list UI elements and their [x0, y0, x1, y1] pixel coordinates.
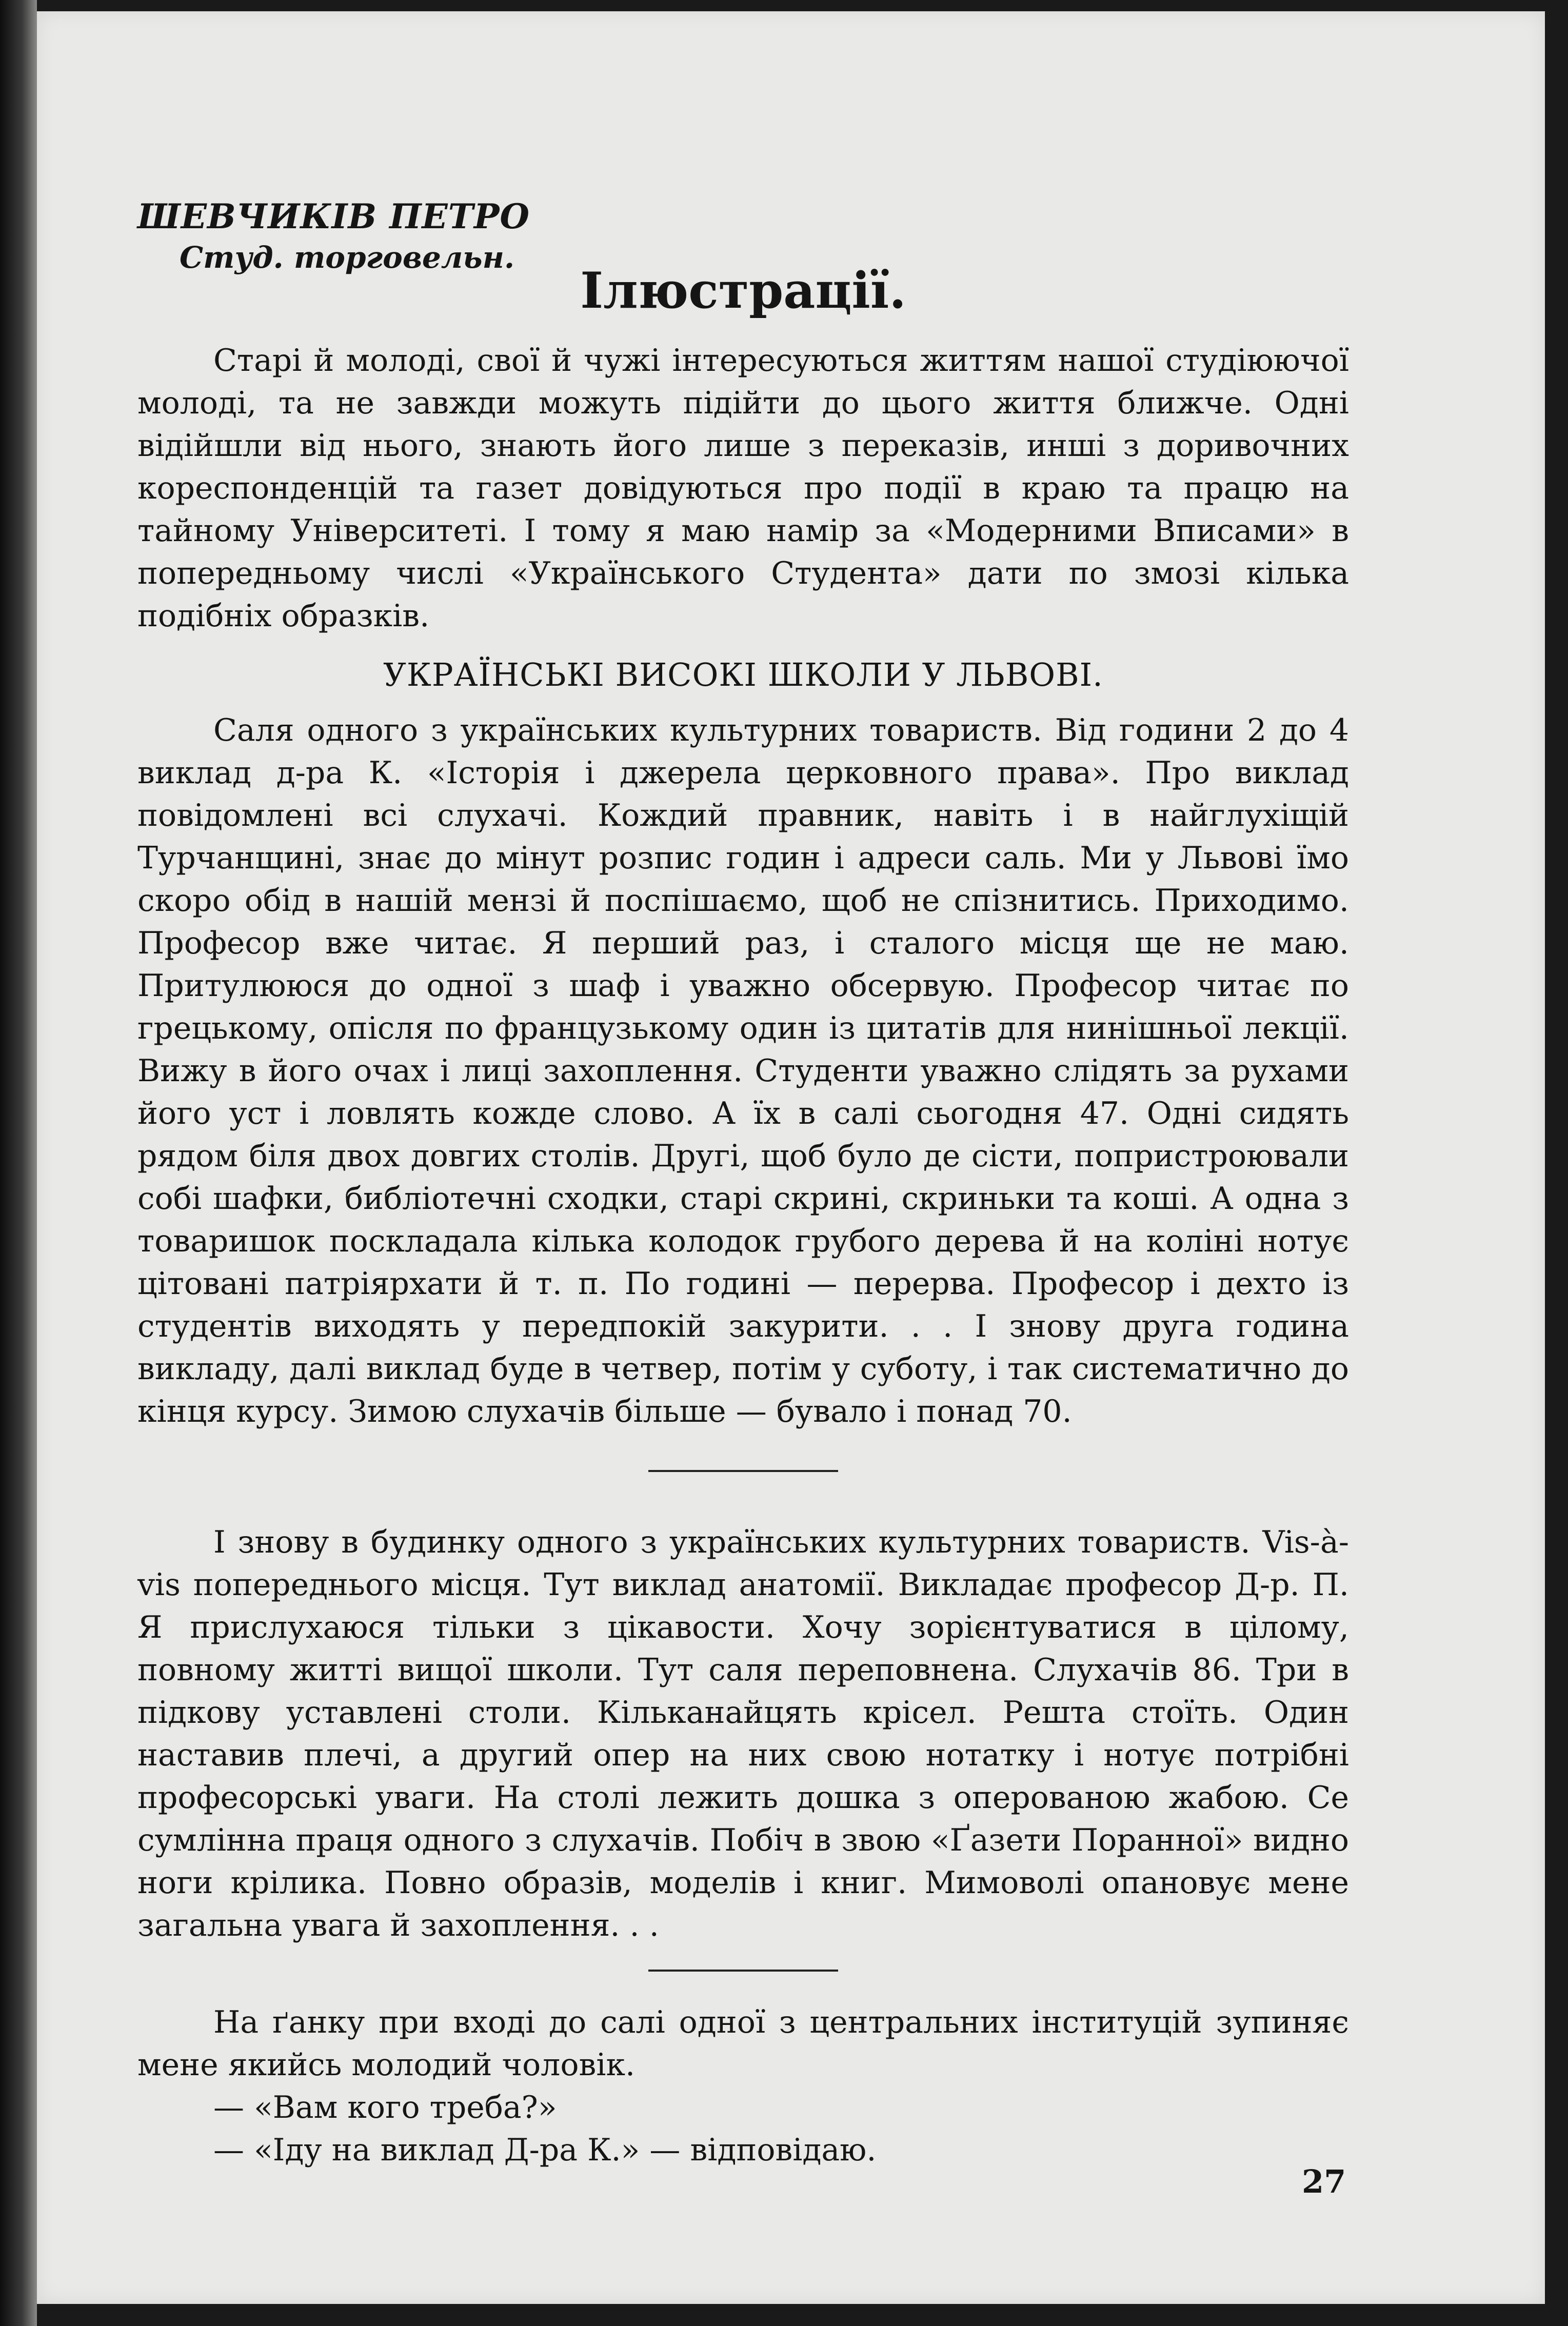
dialogue-line-answer: — «Іду на виклад Д-ра К.» — відповідаю.	[213, 2132, 877, 2168]
section-divider	[648, 1470, 838, 1472]
section-divider	[648, 1970, 838, 1972]
page-number: 27	[1302, 2163, 1346, 2200]
page-content	[137, 196, 1349, 2172]
intro-paragraph: Старі й молоді, свої й чужі інтересуються життям нашої студіюючої молоді, та не завжди можуть підійти до цього життя ближче. Одні відійшли від нього, знають його лише з переказів, инші з доривочних кореспонденцій та газет довідуються про події в краю та працю на тайному Університеті. І тому я маю намір за «Модерними Вписами» в попередньому числі «Українського Студента» дати по змозі кілька подібніх образків.	[137, 343, 1349, 634]
author-name: ШЕВЧИКІВ ПЕТРО	[137, 196, 530, 236]
paragraph-porch-encounter: На ґанку при вході до салі одної з центральних інституцій зупиняє мене якийсь молодий чоловік.	[137, 2004, 1349, 2083]
article-title: Ілюстрації.	[580, 262, 906, 320]
book-spine-edge	[0, 0, 37, 2326]
author-role: Студ. торговельн.	[180, 240, 515, 275]
paragraph-lecture-anatomy: І знову в будинку одного з українських культурних товариств. Vis-à-vis попереднього місця. Тут виклад анатомії. Викладає професор Д-р. П. Я прислухаюся тільки з цікавости. Хочу зорієнтуватися в цілому, повному житті вищої школи. Тут саля переповнена. Слухачів 86. Три в підкову уставлені столи. Кільканайцять крісел. Решта стоїть. Один наставив плечі, а другий опер на них свою нотатку і нотує потрібні професорські уваги. На столі лежить дошка з оперованою жабою. Се сумлінна праця одного з слухачів. Побіч в звою «Ґазети Поранної» видно ноги крілика. Повно образів, моделів і книг. Мимоволі опановує мене загальна увага й захоплення. . .	[137, 1524, 1349, 1943]
dialogue-line-question: — «Вам кого треба?»	[213, 2090, 557, 2125]
section-heading: УКРАЇНСЬКІ ВИСОКІ ШКОЛИ У ЛЬВОВІ.	[383, 656, 1103, 693]
book-page	[37, 11, 1545, 2304]
paragraph-lecture-church-law: Саля одного з українських культурних товариств. Від години 2 до 4 виклад д-ра К. «Історія і джерела церковного права». Про виклад повідомлені всі слухачі. Кождий правник, навіть і в найглухіщій Турчанщині, знає до мінут розпис годин і адреси саль. Ми у Львові їмо скоро обід в нашій мензі й поспішаємо, щоб не спізнитись. Приходимо. Професор вже читає. Я перший раз, і сталого місця ще не маю. Притулююся до одної з шаф і уважно обсервую. Професор читає по грецькому, опісля по французькому один із цитатів для нинішньої лекції. Вижу в його очах і лиці захоплення. Студенти уважно слідять за рухами його уст і ловлять кожде слово. А їх в салі сьогодня 47. Одні сидять рядом біля двох довгих столів. Другі, щоб було де сісти, попристроювали собі шафки, библіотечні сходки, старі скрині, скриньки та коші. А одна з товаришок поскладала кілька колодок грубого дерева й на коліні нотує цітовані патріярхати й т. п. По годині — перерва. Професор і дехто із студентів виходять у передпокій закурити. . . І знову друга година викладу, далі виклад буде в четвер, потім у суботу, і так систематично до кінця курсу. Зимою слухачів більше — бувало і понад 70.	[137, 712, 1349, 1429]
